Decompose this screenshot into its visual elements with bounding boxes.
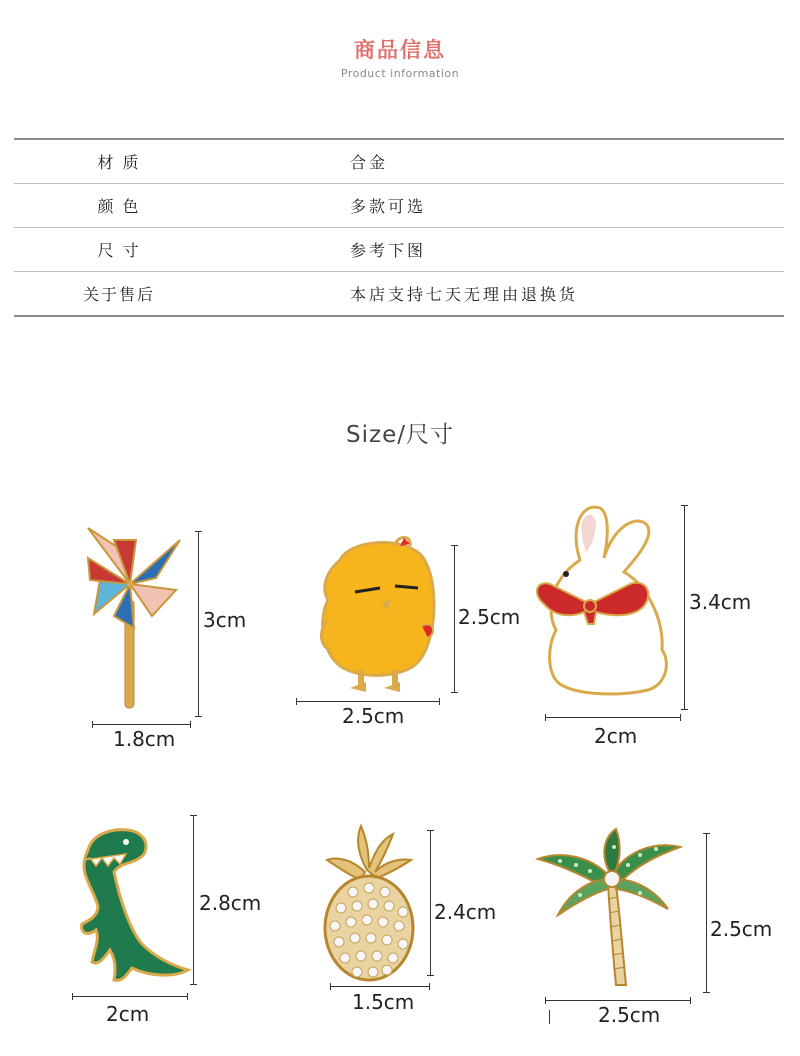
row-key: 材 质 (97, 153, 141, 172)
dimension-cap (427, 975, 434, 976)
rabbit-pin-image (530, 500, 680, 700)
height-label: 2.5cm (458, 605, 521, 629)
row-key: 颜 色 (97, 197, 141, 216)
table-row (14, 272, 784, 317)
dimension-cap (681, 709, 688, 710)
dimension-cap (296, 698, 297, 705)
height-label: 2.4cm (434, 900, 497, 924)
dimension-tick (549, 1010, 550, 1024)
width-label: 2.5cm (342, 704, 405, 728)
dimension-cap (427, 830, 434, 831)
dimension-cap (92, 721, 93, 728)
size-section-title: Size/尺寸 (346, 422, 454, 448)
dimension-cap (439, 698, 440, 705)
dinosaur-pin-image (70, 820, 200, 985)
dimension-cap (680, 714, 681, 721)
dimension-cap (690, 997, 691, 1004)
width-dimension-line (545, 717, 681, 718)
product-info-subtitle: Product information (340, 67, 460, 80)
width-label: 1.8cm (113, 727, 176, 751)
width-label: 2.5cm (598, 1003, 661, 1027)
dimension-cap (451, 545, 458, 546)
width-dimension-line (72, 996, 188, 997)
row-value: 参考下图 (350, 241, 427, 260)
dimension-cap (190, 984, 197, 985)
pineapple-pin-image (315, 820, 425, 985)
dimension-cap (545, 997, 546, 1004)
height-dimension-line (684, 505, 685, 710)
width-dimension-line (92, 724, 191, 725)
row-key: 尺 寸 (97, 241, 141, 260)
height-label: 2.8cm (199, 891, 262, 915)
dimension-cap (190, 815, 197, 816)
row-key: 关于售后 (82, 285, 155, 304)
width-dimension-line (330, 986, 430, 987)
height-dimension-line (193, 815, 194, 985)
dimension-cap (703, 833, 710, 834)
dimension-cap (451, 692, 458, 693)
dimension-cap (545, 714, 546, 721)
height-dimension-line (430, 830, 431, 976)
info-table (14, 138, 784, 317)
dimension-cap (703, 992, 710, 993)
windmill-pin-image (80, 520, 190, 715)
dimension-cap (195, 531, 202, 532)
dimension-cap (681, 505, 688, 506)
height-label: 2.5cm (710, 917, 773, 941)
palm-tree-pin-image (530, 825, 690, 990)
chick-pin-image (300, 530, 450, 700)
height-dimension-line (454, 545, 455, 693)
dimension-cap (195, 716, 202, 717)
width-label: 1.5cm (352, 990, 415, 1014)
height-dimension-line (706, 833, 707, 993)
dimension-cap (429, 983, 430, 990)
table-row (14, 139, 784, 184)
product-info-title: 商品信息 (354, 38, 446, 62)
table-row (14, 184, 784, 228)
row-value: 合金 (350, 153, 389, 172)
height-label: 3.4cm (689, 590, 752, 614)
width-label: 2cm (594, 724, 638, 748)
row-value: 多款可选 (350, 197, 427, 216)
dimension-cap (190, 721, 191, 728)
height-dimension-line (198, 531, 199, 717)
dimension-cap (330, 983, 331, 990)
table-row (14, 228, 784, 272)
width-dimension-line (545, 1000, 691, 1001)
row-value: 本店支持七天无理由退换货 (350, 285, 579, 304)
width-label: 2cm (106, 1002, 150, 1026)
dimension-cap (72, 993, 73, 1000)
height-label: 3cm (203, 608, 247, 632)
width-dimension-line (296, 701, 440, 702)
dimension-cap (187, 993, 188, 1000)
